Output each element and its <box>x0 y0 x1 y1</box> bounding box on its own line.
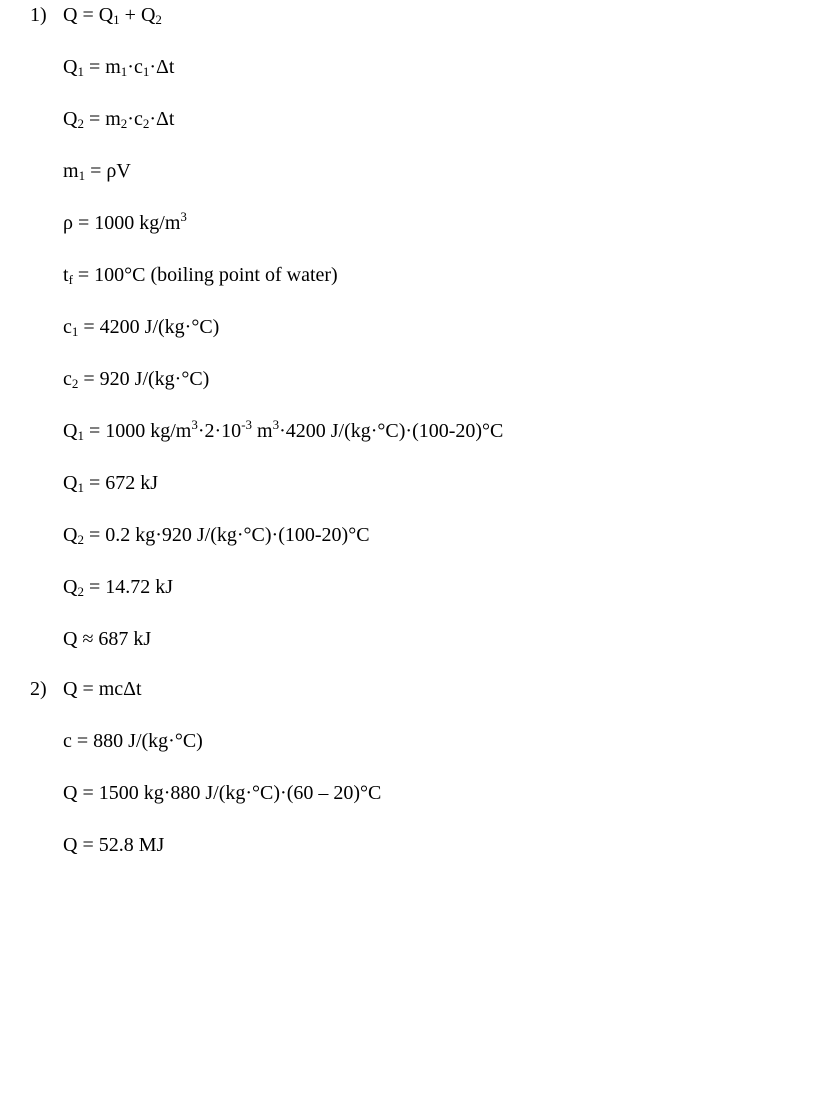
formula-text: m <box>252 420 273 442</box>
formula-text: Q = 1500 kg·880 J/(kg·°C)·(60 – 20)°C <box>63 782 382 804</box>
formula-text: Q <box>63 420 78 442</box>
formula-text: = 1000 kg/m <box>83 420 192 442</box>
formula-text: ρ = 1000 kg/m <box>63 212 181 234</box>
subscript: 1 <box>120 64 128 79</box>
formula-line <box>63 677 142 701</box>
formula-text: Q = Q <box>63 4 114 26</box>
subscript: 2 <box>77 584 84 599</box>
superscript: 3 <box>180 209 187 224</box>
formula-line <box>63 315 219 339</box>
subscript: 1 <box>77 480 84 495</box>
formula-line <box>63 833 164 857</box>
subscript: 2 <box>77 116 84 131</box>
formula-text: ·c <box>127 108 143 130</box>
formula-text: ·c <box>127 56 143 78</box>
problem-2-number: 2) <box>30 678 47 700</box>
formula-line <box>63 729 203 753</box>
subscript: 1 <box>77 428 84 443</box>
subscript: 2 <box>142 116 150 131</box>
superscript: 3 <box>191 417 198 432</box>
formula-text: c = 880 J/(kg·°C) <box>63 730 203 752</box>
formula-text: = 4200 J/(kg·°C) <box>78 316 220 338</box>
formula-text: ·Δt <box>149 108 175 130</box>
subscript: 2 <box>155 12 162 27</box>
formula-text: ·2·10 <box>197 420 242 442</box>
formula-text: = 100°C (boiling point of water) <box>72 264 338 286</box>
formula-text: = 14.72 kJ <box>83 576 174 598</box>
formula-text: t <box>63 264 69 286</box>
formula-text: Q <box>63 576 78 598</box>
formula-line <box>63 419 503 443</box>
formula-line <box>63 3 162 27</box>
subscript: 1 <box>71 324 79 339</box>
problem-1-number: 1) <box>30 4 47 26</box>
formula-line <box>63 781 381 805</box>
formula-text: c <box>63 368 72 390</box>
subscript: 1 <box>78 168 86 183</box>
formula-text: = 920 J/(kg·°C) <box>78 368 210 390</box>
superscript: 3 <box>272 417 280 432</box>
subscript: 2 <box>71 376 79 391</box>
formula-line <box>63 575 173 599</box>
superscript: -3 <box>241 417 253 432</box>
formula-text: = m <box>83 108 121 130</box>
formula-text: Q <box>63 56 78 78</box>
formula-line <box>63 107 174 131</box>
formula-line <box>63 523 370 547</box>
formula-line <box>63 211 187 235</box>
formula-text: Q = mcΔt <box>63 678 142 700</box>
formula-text: = 0.2 kg·920 J/(kg·°C)·(100-20)°C <box>83 524 370 546</box>
formula-text: Q <box>63 108 78 130</box>
formula-line <box>63 367 209 391</box>
formula-text: + Q <box>119 4 156 26</box>
formula-text: Q ≈ 687 kJ <box>63 628 152 650</box>
formula-text: c <box>63 316 72 338</box>
subscript: 1 <box>142 64 150 79</box>
formula-text: = m <box>83 56 121 78</box>
formula-line <box>63 55 174 79</box>
subscript: 2 <box>77 532 84 547</box>
subscript: 2 <box>120 116 128 131</box>
subscript: 1 <box>113 12 120 27</box>
formula-text: Q <box>63 524 78 546</box>
formula-text: = 672 kJ <box>83 472 159 494</box>
formula-text: m <box>63 160 79 182</box>
subscript: f <box>68 272 73 287</box>
formula-text: = ρV <box>85 160 131 182</box>
formula-text: Q <box>63 472 78 494</box>
formula-text: ·4200 J/(kg·°C)·(100-20)°C <box>279 420 504 442</box>
formula-line <box>63 627 151 651</box>
formula-text: ·Δt <box>149 56 175 78</box>
formula-line <box>63 159 131 183</box>
subscript: 1 <box>77 64 84 79</box>
formula-text: Q = 52.8 MJ <box>63 834 165 856</box>
formula-line <box>63 263 338 287</box>
formula-line <box>63 471 158 495</box>
